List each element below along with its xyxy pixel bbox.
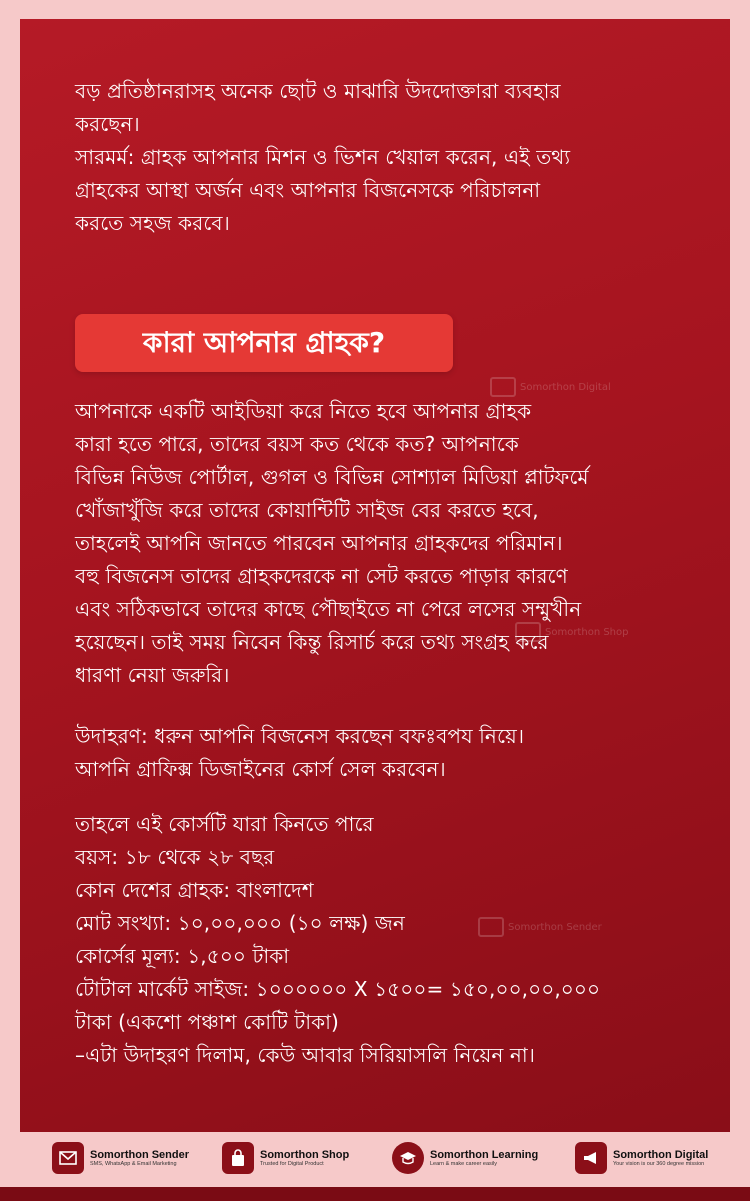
footer-brand-sender[interactable] (52, 1142, 189, 1174)
body-paragraph (75, 395, 695, 692)
intro-line: গ্রাহকের আস্থা অর্জন এবং আপনার বিজনেসকে পরিচালনা (75, 178, 541, 202)
brand-tagline: SMS, WhatsApp & Email Marketing (90, 1161, 177, 1167)
brand-name: Somorthon Digital (613, 1149, 709, 1161)
brand-tagline: Learn & make career easily (430, 1161, 497, 1167)
intro-paragraph (75, 75, 695, 240)
brand-name: Somorthon Learning (430, 1149, 539, 1161)
details-paragraph (75, 808, 695, 1072)
envelope-icon (478, 917, 504, 937)
envelope-icon (52, 1142, 84, 1174)
example-paragraph (75, 720, 695, 786)
body-line: কারা হতে পারে, তাদের বয়স কত থেকে কত? আপনাকে (75, 432, 519, 456)
shopping-bag-icon (515, 622, 541, 642)
graduation-icon (392, 1142, 424, 1174)
body-line: আপনাকে একটি আইডিয়া করে নিতে হবে আপনার গ্রাহক (75, 399, 532, 423)
details-line: বয়স: ১৮ থেকে ২৮ বছর (75, 845, 275, 869)
bottom-bar (0, 1187, 750, 1201)
intro-line: করছেন। (75, 112, 140, 136)
brand-name: Somorthon Sender (90, 1149, 190, 1161)
body-line: খোঁজাখুঁজি করে তাদের কোয়ান্টিটি সাইজ বের করতে হবে, (75, 498, 539, 522)
watermark-shop: Somorthon Shop (515, 622, 628, 642)
brand-name: Somorthon Shop (260, 1149, 350, 1161)
footer-brand-learning[interactable] (392, 1142, 538, 1174)
example-line: উদাহরণ: ধরুন আপনি বিজনেস করছেন বফঃবপয নিয়ে। (75, 724, 525, 748)
megaphone-icon (575, 1142, 607, 1174)
footer-brand-shop[interactable] (222, 1142, 349, 1174)
body-line: এবং সঠিকভাবে তাদের কাছে পৌছাইতে না পেরে লসের সম্মুখীন (75, 597, 582, 621)
details-line: তাহলে এই কোর্সটি যারা কিনতে পারে (75, 812, 374, 836)
body-line: বিভিন্ন নিউজ পোর্টাল, গুগল ও বিভিন্ন সোশ্যাল মিডিয়া প্লাটফর্মে (75, 465, 589, 489)
body-line: ধারণা নেয়া জরুরি। (75, 663, 230, 687)
details-line: টোটাল মার্কেট সাইজ: ১০০০০০০ X ১৫০০= ১৫০,০০,০০,০০০ (75, 977, 601, 1001)
brand-tagline: Trusted for Digital Product (260, 1161, 324, 1167)
details-line: কোন দেশের গ্রাহক: বাংলাদেশ (75, 878, 314, 902)
shopping-bag-icon (222, 1142, 254, 1174)
details-line: মোট সংখ্যা: ১০,০০,০০০ (১০ লক্ষ) জন (75, 911, 405, 935)
section-heading: কারা আপনার গ্রাহক? (75, 314, 453, 372)
details-line: কোর্সের মূল্য: ১,৫০০ টাকা (75, 944, 290, 968)
intro-line: বড় প্রতিষ্ঠানরাসহ অনেক ছোট ও মাঝারি উদদোক্তারা ব্যবহার (75, 79, 561, 103)
content-card (20, 19, 730, 1132)
body-line: বহু বিজনেস তাদের গ্রাহকদেরকে না সেট করতে পাড়ার কারণে (75, 564, 568, 588)
details-line: –এটা উদাহরণ দিলাম, কেউ আবার সিরিয়াসলি নিয়েন না। (75, 1043, 536, 1067)
footer-brand-digital[interactable] (575, 1142, 708, 1174)
body-line: হয়েছেন। তাই সময় নিবেন কিন্তু রিসার্চ করে তথ্য সংগ্রহ করে (75, 630, 549, 654)
megaphone-icon (490, 377, 516, 397)
watermark-digital: Somorthon Digital (490, 377, 611, 397)
intro-line: করতে সহজ করবে। (75, 211, 230, 235)
details-line: টাকা (একশো পঞ্চাশ কোটি টাকা) (75, 1010, 339, 1034)
brand-tagline: Your vision is our 360 degree mission (613, 1161, 705, 1167)
watermark-sender: Somorthon Sender (478, 917, 602, 937)
intro-line: সারমর্ম: গ্রাহক আপনার মিশন ও ভিশন খেয়াল করেন, এই তথ্য (75, 145, 571, 169)
example-line: আপনি গ্রাফিক্স ডিজাইনের কোর্স সেল করবেন। (75, 757, 446, 781)
body-line: তাহলেই আপনি জানতে পারবেন আপনার গ্রাহকদের পরিমান। (75, 531, 563, 555)
